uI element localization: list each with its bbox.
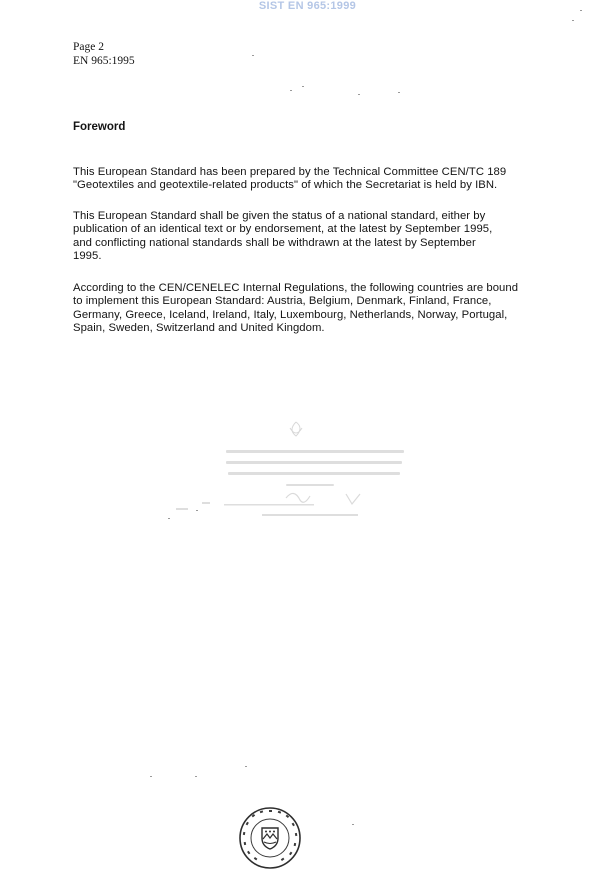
paragraph-committee [73, 166, 583, 193]
page-number: Page 2 [73, 41, 104, 53]
section-heading: Foreword [73, 121, 126, 133]
scan-speck [150, 776, 152, 777]
document-watermark: SIST EN 965:1999 [258, 0, 357, 12]
text-line: to implement this European Standard: Austria, Belgium, Denmark, Finland, France, [73, 295, 492, 308]
faded-certification-stamp [168, 418, 418, 528]
scan-speck [572, 20, 574, 21]
scan-speck [195, 776, 197, 777]
scan-speck [358, 94, 360, 95]
scan-speck [290, 90, 292, 91]
scan-speck [398, 92, 400, 93]
text-line: Germany, Greece, Iceland, Ireland, Italy, Luxembourg, Netherlands, Norway, Portugal, [73, 308, 508, 321]
paragraph-countries [73, 282, 583, 336]
official-seal [238, 806, 302, 870]
scan-speck [196, 510, 198, 511]
scan-speck [580, 10, 582, 11]
scan-speck [245, 766, 247, 767]
text-line: This European Standard shall be given the status of a national standard, either by [73, 210, 486, 222]
text-line: Spain, Sweden, Switzerland and United Kingdom. [73, 322, 325, 335]
text-line: 1995. [73, 250, 102, 263]
text-line: and conflicting national standards shall be withdrawn at the latest by September [73, 236, 476, 249]
standard-number: EN 965:1995 [73, 55, 135, 67]
text-line: According to the CEN/CENELEC Internal Regulations, the following countries are bound [73, 282, 519, 294]
page-header [73, 40, 135, 68]
text-line: "Geotextiles and geotextile-related products" of which the Secretariat is held by IBN. [73, 179, 498, 192]
text-line: publication of an identical text or by endorsement, at the latest by September 1995, [73, 223, 493, 236]
scan-speck [302, 86, 304, 87]
scan-speck [352, 824, 354, 825]
scan-speck [252, 55, 254, 56]
text-line: This European Standard has been prepared by the Technical Committee CEN/TC 189 [73, 166, 507, 178]
paragraph-status [73, 210, 583, 264]
scan-speck [168, 518, 170, 519]
